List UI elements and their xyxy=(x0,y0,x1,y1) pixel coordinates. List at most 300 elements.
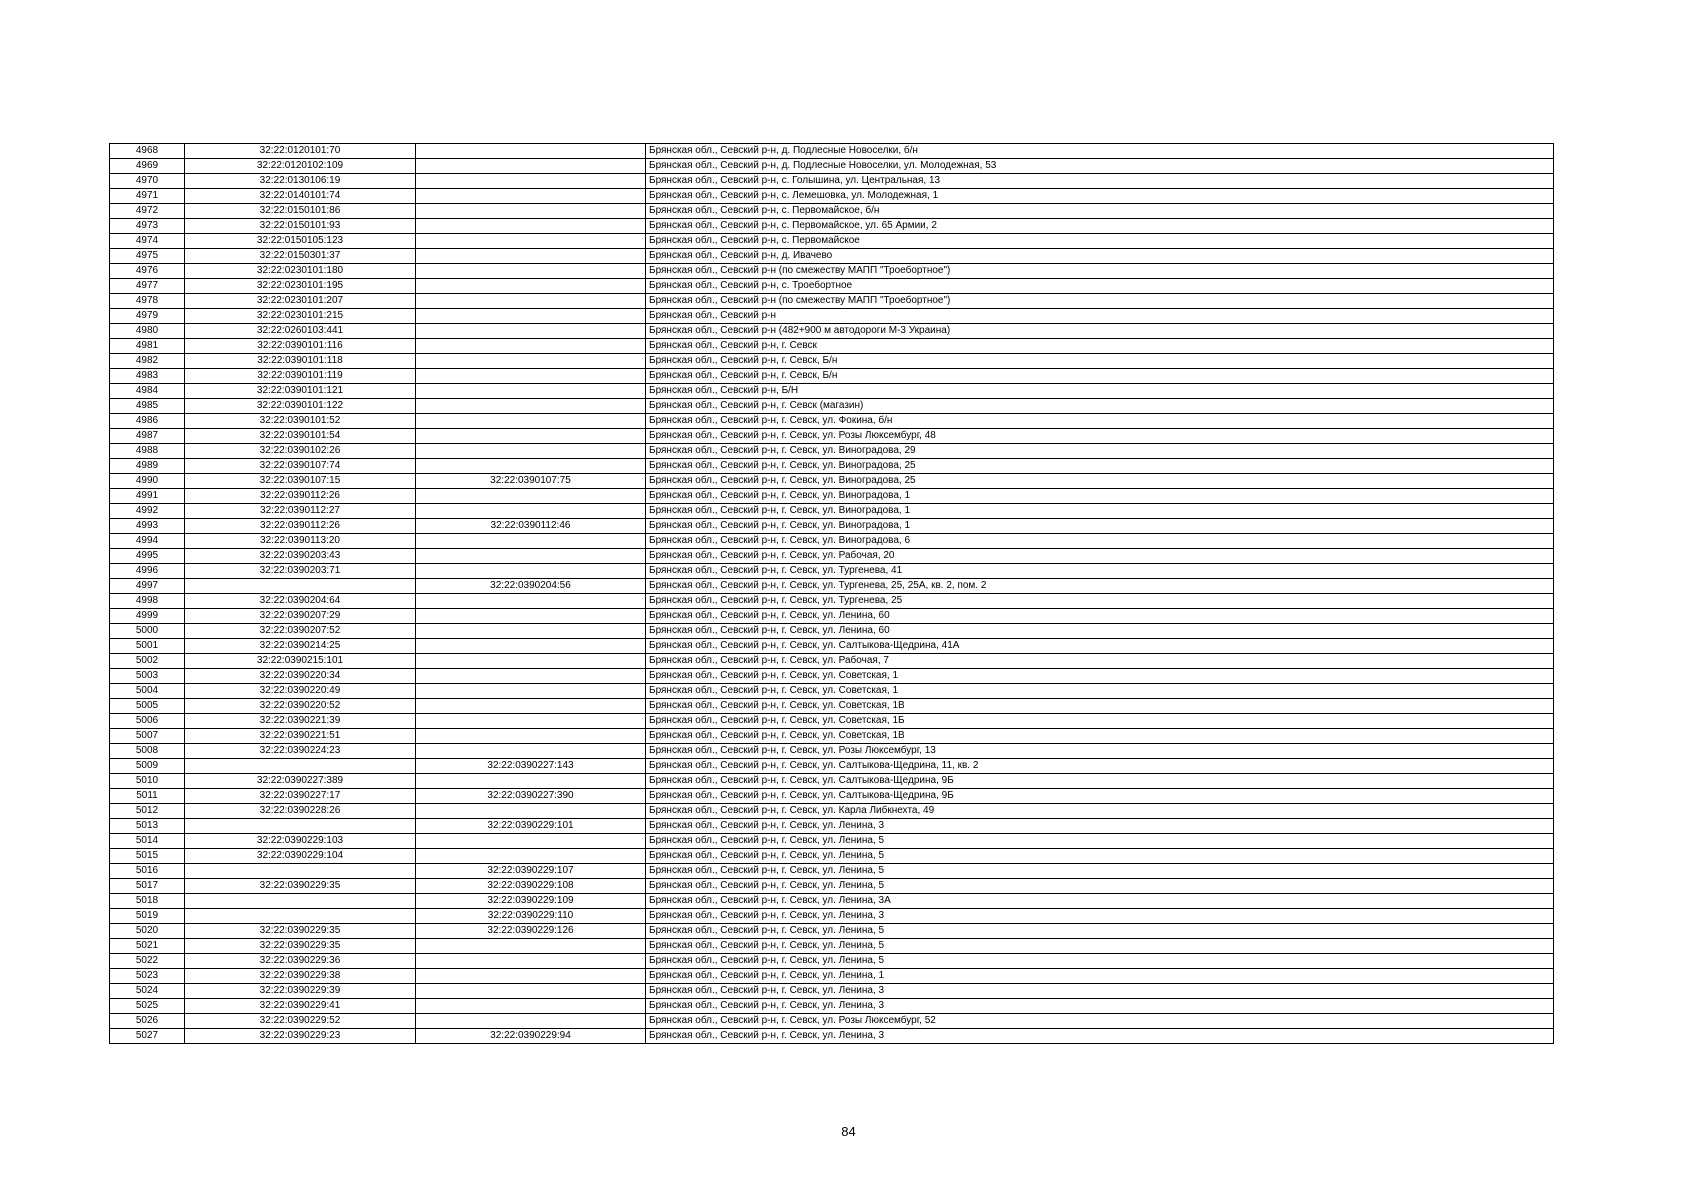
linked-cadastral-number-cell: 32:22:0390229:110 xyxy=(416,909,646,924)
linked-cadastral-number-cell xyxy=(416,624,646,639)
linked-cadastral-number-cell xyxy=(416,444,646,459)
row-number-cell: 5011 xyxy=(110,789,185,804)
cadastral-number-cell: 32:22:0390229:35 xyxy=(185,939,416,954)
table-row xyxy=(110,534,1554,549)
cadastral-number-cell: 32:22:0390220:34 xyxy=(185,669,416,684)
cadastral-number-cell: 32:22:0390101:121 xyxy=(185,384,416,399)
table-row xyxy=(110,234,1554,249)
cadastral-number-cell: 32:22:0390229:23 xyxy=(185,1029,416,1044)
linked-cadastral-number-cell: 32:22:0390229:107 xyxy=(416,864,646,879)
linked-cadastral-number-cell xyxy=(416,1014,646,1029)
table-row xyxy=(110,279,1554,294)
cadastral-number-cell: 32:22:0260103:441 xyxy=(185,324,416,339)
row-number-cell: 4973 xyxy=(110,219,185,234)
row-number-cell: 5026 xyxy=(110,1014,185,1029)
address-cell: Брянская обл., Севский р-н, г. Севск, ул. Виноградова, 1 xyxy=(646,519,1554,534)
cadastral-number-cell: 32:22:0390207:29 xyxy=(185,609,416,624)
address-cell: Брянская обл., Севский р-н, г. Севск, Б/н xyxy=(646,354,1554,369)
address-cell: Брянская обл., Севский р-н, г. Севск, ул. Советская, 1 xyxy=(646,684,1554,699)
address-cell: Брянская обл., Севский р-н, г. Севск, ул. Тургенева, 25 xyxy=(646,594,1554,609)
address-cell: Брянская обл., Севский р-н, г. Севск, ул. Тургенева, 41 xyxy=(646,564,1554,579)
linked-cadastral-number-cell xyxy=(416,654,646,669)
row-number-cell: 5000 xyxy=(110,624,185,639)
linked-cadastral-number-cell xyxy=(416,804,646,819)
address-cell: Брянская обл., Севский р-н, г. Севск, ул. Ленина, 3 xyxy=(646,909,1554,924)
address-cell: Брянская обл., Севский р-н, г. Севск, ул. Розы Люксембург, 52 xyxy=(646,1014,1554,1029)
row-number-cell: 4993 xyxy=(110,519,185,534)
row-number-cell: 5007 xyxy=(110,729,185,744)
table-row xyxy=(110,879,1554,894)
linked-cadastral-number-cell xyxy=(416,699,646,714)
table-row xyxy=(110,189,1554,204)
address-cell: Брянская обл., Севский р-н (по смежеству МАПП "Троебортное") xyxy=(646,264,1554,279)
cadastral-number-cell: 32:22:0390107:15 xyxy=(185,474,416,489)
cadastral-number-cell: 32:22:0120101:70 xyxy=(185,144,416,159)
address-cell: Брянская обл., Севский р-н, г. Севск, ул. Ленина, 3А xyxy=(646,894,1554,909)
cadastral-number-cell: 32:22:0390101:118 xyxy=(185,354,416,369)
cadastral-number-cell: 32:22:0390207:52 xyxy=(185,624,416,639)
linked-cadastral-number-cell xyxy=(416,459,646,474)
cadastral-number-cell: 32:22:0390229:103 xyxy=(185,834,416,849)
row-number-cell: 5001 xyxy=(110,639,185,654)
row-number-cell: 5008 xyxy=(110,744,185,759)
cadastral-number-cell: 32:22:0390221:51 xyxy=(185,729,416,744)
linked-cadastral-number-cell xyxy=(416,189,646,204)
linked-cadastral-number-cell xyxy=(416,999,646,1014)
address-cell: Брянская обл., Севский р-н, г. Севск, ул. Виноградова, 25 xyxy=(646,474,1554,489)
linked-cadastral-number-cell xyxy=(416,354,646,369)
registry-table-body xyxy=(110,144,1554,1044)
row-number-cell: 5017 xyxy=(110,879,185,894)
table-row xyxy=(110,594,1554,609)
address-cell: Брянская обл., Севский р-н, г. Севск, ул. Салтыкова-Щедрина, 9Б xyxy=(646,774,1554,789)
address-cell: Брянская обл., Севский р-н, с. Первомайское xyxy=(646,234,1554,249)
address-cell: Брянская обл., Севский р-н, г. Севск, ул. Ленина, 60 xyxy=(646,624,1554,639)
cadastral-number-cell: 32:22:0390112:26 xyxy=(185,519,416,534)
address-cell: Брянская обл., Севский р-н, д. Ивачево xyxy=(646,249,1554,264)
row-number-cell: 4992 xyxy=(110,504,185,519)
row-number-cell: 5024 xyxy=(110,984,185,999)
row-number-cell: 4976 xyxy=(110,264,185,279)
cadastral-number-cell: 32:22:0150101:93 xyxy=(185,219,416,234)
cadastral-number-cell: 32:22:0390204:64 xyxy=(185,594,416,609)
row-number-cell: 5010 xyxy=(110,774,185,789)
row-number-cell: 4977 xyxy=(110,279,185,294)
cadastral-number-cell: 32:22:0390101:52 xyxy=(185,414,416,429)
linked-cadastral-number-cell xyxy=(416,414,646,429)
row-number-cell: 4991 xyxy=(110,489,185,504)
table-row xyxy=(110,924,1554,939)
row-number-cell: 5013 xyxy=(110,819,185,834)
linked-cadastral-number-cell xyxy=(416,834,646,849)
table-row xyxy=(110,369,1554,384)
linked-cadastral-number-cell xyxy=(416,969,646,984)
row-number-cell: 5020 xyxy=(110,924,185,939)
cadastral-number-cell: 32:22:0150101:86 xyxy=(185,204,416,219)
cadastral-number-cell: 32:22:0390229:36 xyxy=(185,954,416,969)
table-row xyxy=(110,354,1554,369)
address-cell: Брянская обл., Севский р-н, г. Севск, ул. Виноградова, 6 xyxy=(646,534,1554,549)
cadastral-number-cell: 32:22:0390227:17 xyxy=(185,789,416,804)
table-row xyxy=(110,909,1554,924)
linked-cadastral-number-cell xyxy=(416,669,646,684)
row-number-cell: 5016 xyxy=(110,864,185,879)
address-cell: Брянская обл., Севский р-н, г. Севск, ул. Ленина, 5 xyxy=(646,879,1554,894)
linked-cadastral-number-cell: 32:22:0390227:390 xyxy=(416,789,646,804)
address-cell: Брянская обл., Севский р-н, г. Севск, ул. Ленина, 3 xyxy=(646,1029,1554,1044)
table-row xyxy=(110,444,1554,459)
linked-cadastral-number-cell: 32:22:0390229:109 xyxy=(416,894,646,909)
address-cell: Брянская обл., Севский р-н, г. Севск, ул. Виноградова, 29 xyxy=(646,444,1554,459)
cadastral-number-cell: 32:22:0150105:123 xyxy=(185,234,416,249)
linked-cadastral-number-cell xyxy=(416,639,646,654)
table-row xyxy=(110,144,1554,159)
address-cell: Брянская обл., Севский р-н, с. Первомайское, ул. 65 Армии, 2 xyxy=(646,219,1554,234)
address-cell: Брянская обл., Севский р-н, г. Севск, ул. Ленина, 3 xyxy=(646,999,1554,1014)
address-cell: Брянская обл., Севский р-н, г. Севск, ул. Ленина, 5 xyxy=(646,864,1554,879)
linked-cadastral-number-cell xyxy=(416,144,646,159)
address-cell: Брянская обл., Севский р-н (482+900 м автодороги М-3 Украина) xyxy=(646,324,1554,339)
linked-cadastral-number-cell xyxy=(416,939,646,954)
table-row xyxy=(110,324,1554,339)
row-number-cell: 5018 xyxy=(110,894,185,909)
linked-cadastral-number-cell xyxy=(416,534,646,549)
address-cell: Брянская обл., Севский р-н, с. Голышина, ул. Центральная, 13 xyxy=(646,174,1554,189)
linked-cadastral-number-cell xyxy=(416,234,646,249)
table-row xyxy=(110,819,1554,834)
linked-cadastral-number-cell xyxy=(416,399,646,414)
table-row xyxy=(110,834,1554,849)
address-cell: Брянская обл., Севский р-н, с. Лемешовка, ул. Молодежная, 1 xyxy=(646,189,1554,204)
linked-cadastral-number-cell xyxy=(416,264,646,279)
table-row xyxy=(110,1029,1554,1044)
cadastral-number-cell: 32:22:0390229:104 xyxy=(185,849,416,864)
row-number-cell: 4994 xyxy=(110,534,185,549)
table-row xyxy=(110,999,1554,1014)
address-cell: Брянская обл., Севский р-н, г. Севск, ул. Ленина, 60 xyxy=(646,609,1554,624)
cadastral-number-cell: 32:22:0390221:39 xyxy=(185,714,416,729)
cadastral-number-cell: 32:22:0390229:39 xyxy=(185,984,416,999)
table-row xyxy=(110,864,1554,879)
table-row xyxy=(110,744,1554,759)
cadastral-number-cell: 32:22:0390220:52 xyxy=(185,699,416,714)
address-cell: Брянская обл., Севский р-н, с. Первомайское, б/н xyxy=(646,204,1554,219)
cadastral-number-cell: 32:22:0390203:71 xyxy=(185,564,416,579)
address-cell: Брянская обл., Севский р-н, г. Севск, ул. Тургенева, 25, 25А, кв. 2, пом. 2 xyxy=(646,579,1554,594)
table-row xyxy=(110,804,1554,819)
linked-cadastral-number-cell xyxy=(416,249,646,264)
address-cell: Брянская обл., Севский р-н, г. Севск, ул. Салтыкова-Щедрина, 41А xyxy=(646,639,1554,654)
address-cell: Брянская обл., Севский р-н, г. Севск, ул. Виноградова, 1 xyxy=(646,489,1554,504)
table-row xyxy=(110,789,1554,804)
cadastral-number-cell: 32:22:0390214:25 xyxy=(185,639,416,654)
cadastral-number-cell: 32:22:0390101:54 xyxy=(185,429,416,444)
table-row xyxy=(110,564,1554,579)
linked-cadastral-number-cell xyxy=(416,729,646,744)
table-row xyxy=(110,654,1554,669)
linked-cadastral-number-cell xyxy=(416,429,646,444)
cadastral-number-cell: 32:22:0390228:26 xyxy=(185,804,416,819)
table-row xyxy=(110,1014,1554,1029)
row-number-cell: 5023 xyxy=(110,969,185,984)
address-cell: Брянская обл., Севский р-н, г. Севск, ул. Салтыкова-Щедрина, 11, кв. 2 xyxy=(646,759,1554,774)
row-number-cell: 4981 xyxy=(110,339,185,354)
address-cell: Брянская обл., Севский р-н, г. Севск, Б/н xyxy=(646,369,1554,384)
cadastral-number-cell: 32:22:0230101:215 xyxy=(185,309,416,324)
row-number-cell: 4980 xyxy=(110,324,185,339)
table-row xyxy=(110,579,1554,594)
linked-cadastral-number-cell xyxy=(416,954,646,969)
linked-cadastral-number-cell xyxy=(416,849,646,864)
table-row xyxy=(110,399,1554,414)
address-cell: Брянская обл., Севский р-н, г. Севск, ул. Советская, 1 xyxy=(646,669,1554,684)
linked-cadastral-number-cell xyxy=(416,774,646,789)
row-number-cell: 4974 xyxy=(110,234,185,249)
linked-cadastral-number-cell xyxy=(416,549,646,564)
table-row xyxy=(110,759,1554,774)
row-number-cell: 4972 xyxy=(110,204,185,219)
cadastral-number-cell: 32:22:0390229:41 xyxy=(185,999,416,1014)
row-number-cell: 5025 xyxy=(110,999,185,1014)
table-row xyxy=(110,459,1554,474)
table-row xyxy=(110,249,1554,264)
row-number-cell: 4998 xyxy=(110,594,185,609)
table-row xyxy=(110,684,1554,699)
cadastral-number-cell: 32:22:0230101:195 xyxy=(185,279,416,294)
address-cell: Брянская обл., Севский р-н, г. Севск, ул. Ленина, 1 xyxy=(646,969,1554,984)
row-number-cell: 4985 xyxy=(110,399,185,414)
address-cell: Брянская обл., Севский р-н, г. Севск, ул. Розы Люксембург, 48 xyxy=(646,429,1554,444)
table-row xyxy=(110,894,1554,909)
row-number-cell: 5004 xyxy=(110,684,185,699)
table-row xyxy=(110,624,1554,639)
cadastral-number-cell: 32:22:0390220:49 xyxy=(185,684,416,699)
linked-cadastral-number-cell: 32:22:0390204:56 xyxy=(416,579,646,594)
address-cell: Брянская обл., Севский р-н, г. Севск, ул. Ленина, 5 xyxy=(646,939,1554,954)
table-row xyxy=(110,219,1554,234)
row-number-cell: 5009 xyxy=(110,759,185,774)
address-cell: Брянская обл., Севский р-н, д. Подлесные Новоселки, б/н xyxy=(646,144,1554,159)
address-cell: Брянская обл., Севский р-н, г. Севск xyxy=(646,339,1554,354)
table-row xyxy=(110,309,1554,324)
cadastral-number-cell xyxy=(185,894,416,909)
linked-cadastral-number-cell xyxy=(416,714,646,729)
cadastral-number-cell: 32:22:0390203:43 xyxy=(185,549,416,564)
address-cell: Брянская обл., Севский р-н, г. Севск, ул. Советская, 1В xyxy=(646,729,1554,744)
address-cell: Брянская обл., Севский р-н, г. Севск, ул. Советская, 1В xyxy=(646,699,1554,714)
row-number-cell: 4983 xyxy=(110,369,185,384)
table-row xyxy=(110,414,1554,429)
table-row xyxy=(110,849,1554,864)
cadastral-number-cell: 32:22:0390112:27 xyxy=(185,504,416,519)
row-number-cell: 4984 xyxy=(110,384,185,399)
linked-cadastral-number-cell: 32:22:0390107:75 xyxy=(416,474,646,489)
linked-cadastral-number-cell xyxy=(416,744,646,759)
address-cell: Брянская обл., Севский р-н, г. Севск, ул. Ленина, 5 xyxy=(646,924,1554,939)
table-row xyxy=(110,294,1554,309)
row-number-cell: 4982 xyxy=(110,354,185,369)
address-cell: Брянская обл., Севский р-н, д. Подлесные Новоселки, ул. Молодежная, 53 xyxy=(646,159,1554,174)
table-row xyxy=(110,954,1554,969)
address-cell: Брянская обл., Севский р-н, г. Севск, ул. Ленина, 3 xyxy=(646,984,1554,999)
table-row xyxy=(110,669,1554,684)
row-number-cell: 4989 xyxy=(110,459,185,474)
page-number: 84 xyxy=(841,1124,856,1139)
cadastral-number-cell: 32:22:0390107:74 xyxy=(185,459,416,474)
cadastral-number-cell: 32:22:0150301:37 xyxy=(185,249,416,264)
linked-cadastral-number-cell xyxy=(416,594,646,609)
table-row xyxy=(110,489,1554,504)
table-row xyxy=(110,519,1554,534)
table-row xyxy=(110,429,1554,444)
table-row xyxy=(110,729,1554,744)
linked-cadastral-number-cell xyxy=(416,684,646,699)
cadastral-number-cell: 32:22:0390229:52 xyxy=(185,1014,416,1029)
cadastral-number-cell: 32:22:0390112:26 xyxy=(185,489,416,504)
cadastral-number-cell xyxy=(185,819,416,834)
linked-cadastral-number-cell xyxy=(416,984,646,999)
row-number-cell: 4975 xyxy=(110,249,185,264)
address-cell: Брянская обл., Севский р-н, г. Севск, ул. Ленина, 5 xyxy=(646,954,1554,969)
row-number-cell: 4978 xyxy=(110,294,185,309)
address-cell: Брянская обл., Севский р-н, г. Севск, ул. Рабочая, 7 xyxy=(646,654,1554,669)
linked-cadastral-number-cell xyxy=(416,384,646,399)
address-cell: Брянская обл., Севский р-н, г. Севск, ул. Ленина, 5 xyxy=(646,834,1554,849)
row-number-cell: 5021 xyxy=(110,939,185,954)
linked-cadastral-number-cell xyxy=(416,204,646,219)
cadastral-number-cell: 32:22:0390113:20 xyxy=(185,534,416,549)
linked-cadastral-number-cell xyxy=(416,504,646,519)
cadastral-number-cell: 32:22:0130106:19 xyxy=(185,174,416,189)
linked-cadastral-number-cell xyxy=(416,324,646,339)
registry-table xyxy=(109,143,1554,1044)
linked-cadastral-number-cell xyxy=(416,369,646,384)
table-row xyxy=(110,339,1554,354)
address-cell: Брянская обл., Севский р-н, г. Севск, ул. Советская, 1Б xyxy=(646,714,1554,729)
cadastral-number-cell: 32:22:0140101:74 xyxy=(185,189,416,204)
address-cell: Брянская обл., Севский р-н, г. Севск, ул. Ленина, 3 xyxy=(646,819,1554,834)
table-row xyxy=(110,969,1554,984)
cadastral-number-cell: 32:22:0390101:122 xyxy=(185,399,416,414)
address-cell: Брянская обл., Севский р-н, Б/Н xyxy=(646,384,1554,399)
linked-cadastral-number-cell xyxy=(416,489,646,504)
address-cell: Брянская обл., Севский р-н, г. Севск, ул. Ленина, 5 xyxy=(646,849,1554,864)
table-row xyxy=(110,204,1554,219)
row-number-cell: 4988 xyxy=(110,444,185,459)
cadastral-number-cell: 32:22:0390227:389 xyxy=(185,774,416,789)
row-number-cell: 5005 xyxy=(110,699,185,714)
linked-cadastral-number-cell xyxy=(416,219,646,234)
linked-cadastral-number-cell: 32:22:0390229:101 xyxy=(416,819,646,834)
address-cell: Брянская обл., Севский р-н, г. Севск, ул. Фокина, б/н xyxy=(646,414,1554,429)
linked-cadastral-number-cell xyxy=(416,159,646,174)
address-cell: Брянская обл., Севский р-н, г. Севск, ул. Розы Люксембург, 13 xyxy=(646,744,1554,759)
row-number-cell: 4995 xyxy=(110,549,185,564)
row-number-cell: 4987 xyxy=(110,429,185,444)
row-number-cell: 4996 xyxy=(110,564,185,579)
table-row xyxy=(110,609,1554,624)
row-number-cell: 5019 xyxy=(110,909,185,924)
linked-cadastral-number-cell: 32:22:0390229:126 xyxy=(416,924,646,939)
table-row xyxy=(110,939,1554,954)
address-cell: Брянская обл., Севский р-н (по смежеству МАПП "Троебортное") xyxy=(646,294,1554,309)
cadastral-number-cell xyxy=(185,759,416,774)
row-number-cell: 4968 xyxy=(110,144,185,159)
cadastral-number-cell: 32:22:0390224:23 xyxy=(185,744,416,759)
cadastral-number-cell: 32:22:0120102:109 xyxy=(185,159,416,174)
cadastral-number-cell xyxy=(185,579,416,594)
table-row xyxy=(110,699,1554,714)
address-cell: Брянская обл., Севский р-н, с. Троебортное xyxy=(646,279,1554,294)
linked-cadastral-number-cell xyxy=(416,339,646,354)
row-number-cell: 5012 xyxy=(110,804,185,819)
address-cell: Брянская обл., Севский р-н, г. Севск (магазин) xyxy=(646,399,1554,414)
row-number-cell: 4970 xyxy=(110,174,185,189)
cadastral-number-cell: 32:22:0230101:207 xyxy=(185,294,416,309)
linked-cadastral-number-cell xyxy=(416,279,646,294)
row-number-cell: 4979 xyxy=(110,309,185,324)
row-number-cell: 5003 xyxy=(110,669,185,684)
row-number-cell: 4971 xyxy=(110,189,185,204)
row-number-cell: 4969 xyxy=(110,159,185,174)
address-cell: Брянская обл., Севский р-н, г. Севск, ул. Виноградова, 25 xyxy=(646,459,1554,474)
cadastral-number-cell: 32:22:0230101:180 xyxy=(185,264,416,279)
linked-cadastral-number-cell: 32:22:0390112:46 xyxy=(416,519,646,534)
table-row xyxy=(110,174,1554,189)
linked-cadastral-number-cell xyxy=(416,564,646,579)
table-row xyxy=(110,984,1554,999)
address-cell: Брянская обл., Севский р-н xyxy=(646,309,1554,324)
cadastral-number-cell xyxy=(185,864,416,879)
table-row xyxy=(110,159,1554,174)
linked-cadastral-number-cell xyxy=(416,174,646,189)
cadastral-number-cell: 32:22:0390229:35 xyxy=(185,924,416,939)
linked-cadastral-number-cell xyxy=(416,294,646,309)
row-number-cell: 4999 xyxy=(110,609,185,624)
cadastral-number-cell xyxy=(185,909,416,924)
row-number-cell: 5027 xyxy=(110,1029,185,1044)
table-row xyxy=(110,714,1554,729)
row-number-cell: 5002 xyxy=(110,654,185,669)
row-number-cell: 4986 xyxy=(110,414,185,429)
cadastral-number-cell: 32:22:0390102:26 xyxy=(185,444,416,459)
table-row xyxy=(110,474,1554,489)
linked-cadastral-number-cell: 32:22:0390227:143 xyxy=(416,759,646,774)
address-cell: Брянская обл., Севский р-н, г. Севск, ул. Карла Либкнехта, 49 xyxy=(646,804,1554,819)
row-number-cell: 5015 xyxy=(110,849,185,864)
address-cell: Брянская обл., Севский р-н, г. Севск, ул. Рабочая, 20 xyxy=(646,549,1554,564)
cadastral-number-cell: 32:22:0390101:119 xyxy=(185,369,416,384)
table-row xyxy=(110,504,1554,519)
row-number-cell: 5014 xyxy=(110,834,185,849)
cadastral-number-cell: 32:22:0390229:35 xyxy=(185,879,416,894)
linked-cadastral-number-cell xyxy=(416,309,646,324)
row-number-cell: 4990 xyxy=(110,474,185,489)
linked-cadastral-number-cell: 32:22:0390229:108 xyxy=(416,879,646,894)
row-number-cell: 5022 xyxy=(110,954,185,969)
cadastral-number-cell: 32:22:0390101:116 xyxy=(185,339,416,354)
table-row xyxy=(110,549,1554,564)
linked-cadastral-number-cell: 32:22:0390229:94 xyxy=(416,1029,646,1044)
table-row xyxy=(110,774,1554,789)
cadastral-number-cell: 32:22:0390229:38 xyxy=(185,969,416,984)
linked-cadastral-number-cell xyxy=(416,609,646,624)
table-row xyxy=(110,384,1554,399)
table-row xyxy=(110,639,1554,654)
address-cell: Брянская обл., Севский р-н, г. Севск, ул. Виноградова, 1 xyxy=(646,504,1554,519)
table-row xyxy=(110,264,1554,279)
address-cell: Брянская обл., Севский р-н, г. Севск, ул. Салтыкова-Щедрина, 9Б xyxy=(646,789,1554,804)
